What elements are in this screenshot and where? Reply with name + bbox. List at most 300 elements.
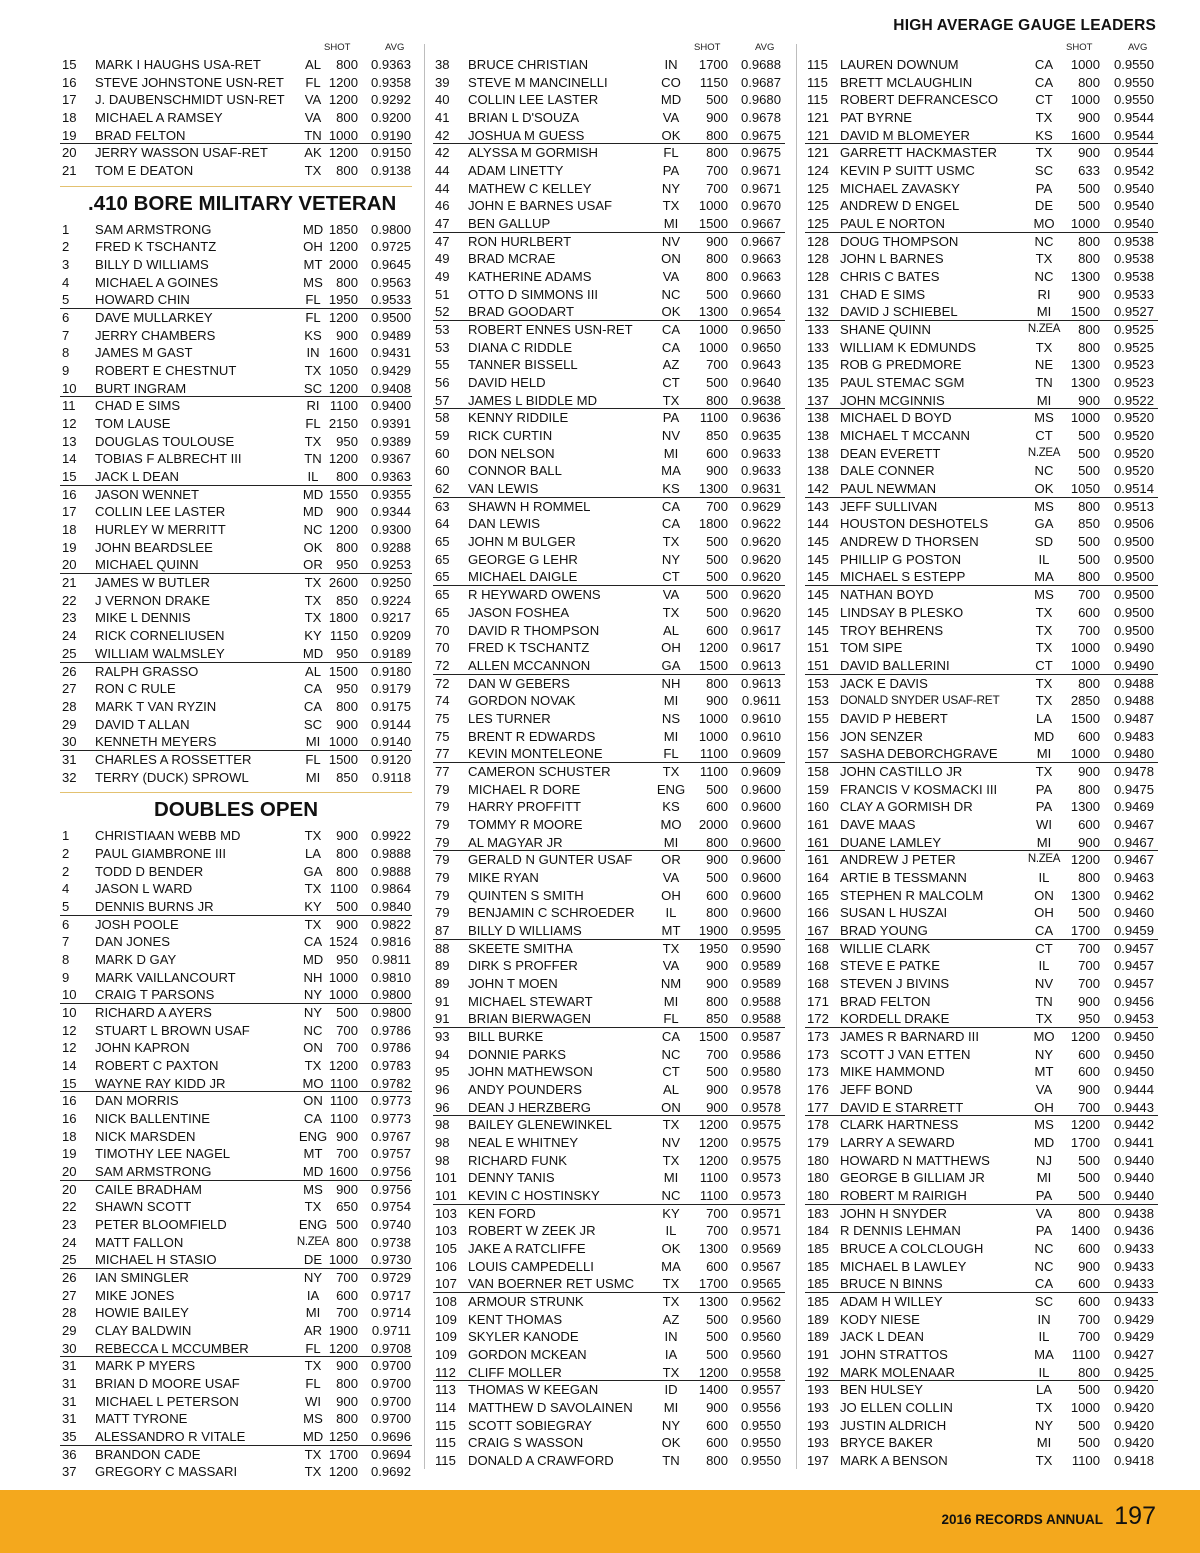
- rank-cell: 26: [62, 663, 77, 679]
- shot-cell: 800: [336, 1234, 358, 1250]
- state-cell: CT: [662, 375, 680, 391]
- name-cell: JON SENZER: [840, 728, 923, 744]
- state-cell: N.ZEA: [1027, 853, 1061, 866]
- table-row: [60, 663, 412, 681]
- name-cell: DAVE MAAS: [840, 816, 916, 832]
- avg-cell: 0.9550: [740, 1435, 781, 1451]
- avg-cell: 0.9650: [740, 339, 781, 355]
- shot-cell: 1200: [698, 1364, 728, 1380]
- avg-cell: 0.9600: [740, 834, 781, 850]
- column-header: [805, 42, 1158, 56]
- shot-cell: 600: [706, 622, 728, 638]
- table-row: [60, 344, 412, 362]
- avg-cell: 0.9179: [370, 681, 411, 697]
- state-cell: IA: [306, 1287, 320, 1303]
- name-cell: BRYCE BAKER: [840, 1435, 933, 1451]
- shot-cell: 1000: [1070, 640, 1100, 656]
- name-cell: BRUCE A COLCLOUGH: [840, 1241, 984, 1257]
- state-cell: MD: [302, 1163, 324, 1179]
- rank-cell: 20: [62, 557, 77, 573]
- avg-cell: 0.9540: [1113, 198, 1154, 214]
- avg-cell: 0.9457: [1113, 940, 1154, 956]
- avg-cell: 0.9520: [1113, 410, 1154, 426]
- table-row: [433, 1275, 785, 1293]
- avg-cell: 0.9150: [370, 145, 411, 161]
- shot-cell: 1300: [1070, 269, 1100, 285]
- shot-cell: 1900: [698, 922, 728, 938]
- state-cell: TX: [304, 916, 322, 932]
- state-cell: PA: [662, 163, 680, 179]
- table-row: [805, 1328, 1158, 1346]
- table-row: [60, 1216, 412, 1234]
- shot-cell: 700: [1078, 622, 1100, 638]
- name-cell: KORDELL DRAKE: [840, 1011, 950, 1027]
- state-cell: TN: [662, 1453, 680, 1469]
- state-cell: TX: [304, 433, 322, 449]
- shot-cell: 800: [1078, 251, 1100, 267]
- avg-cell: 0.9633: [740, 463, 781, 479]
- rank-cell: 77: [435, 763, 450, 779]
- shot-cell: 500: [1078, 1417, 1100, 1433]
- avg-cell: 0.9467: [1113, 852, 1154, 868]
- state-cell: TX: [662, 940, 680, 956]
- avg-cell: 0.9514: [1113, 481, 1154, 497]
- avg-cell: 0.9563: [370, 274, 411, 290]
- rank-cell: 193: [807, 1400, 829, 1416]
- state-cell: FL: [663, 746, 679, 762]
- state-cell: MI: [663, 693, 679, 709]
- table-row: [433, 675, 785, 693]
- state-cell: VA: [304, 92, 322, 108]
- avg-cell: 0.9645: [370, 257, 411, 273]
- state-cell: SD: [1034, 534, 1054, 550]
- table-row: [433, 1205, 785, 1223]
- shot-cell: 1200: [328, 239, 358, 255]
- name-cell: PAUL STEMAC SGM: [840, 375, 965, 391]
- avg-cell: 0.9467: [1113, 816, 1154, 832]
- table-row: [433, 356, 785, 374]
- state-cell: TX: [1035, 693, 1053, 709]
- name-cell: MICHAEL T MCCANN: [840, 428, 970, 444]
- rank-cell: 56: [435, 375, 450, 391]
- state-cell: CA: [661, 498, 681, 514]
- avg-cell: 0.9488: [1113, 675, 1154, 691]
- avg-cell: 0.9800: [370, 987, 411, 1003]
- rank-cell: 161: [807, 834, 829, 850]
- rank-cell: 5: [62, 292, 70, 308]
- shot-cell: 1950: [698, 940, 728, 956]
- shot-cell: 900: [336, 828, 358, 844]
- table-row: [805, 1346, 1158, 1364]
- rank-cell: 138: [807, 445, 829, 461]
- name-cell: MICHAEL L PETERSON: [95, 1393, 239, 1409]
- shot-cell: 900: [1078, 392, 1100, 408]
- name-cell: RALPH GRASSO: [95, 663, 199, 679]
- rank-cell: 27: [62, 681, 77, 697]
- table-row: [60, 609, 412, 627]
- name-cell: HARRY PROFFITT: [468, 799, 582, 815]
- state-cell: TX: [1035, 1011, 1053, 1027]
- name-cell: NATHAN BOYD: [840, 587, 934, 603]
- section-title: DOUBLES OPEN: [60, 792, 412, 827]
- avg-cell: 0.9550: [740, 1453, 781, 1469]
- state-cell: IN: [306, 345, 320, 361]
- state-cell: OR: [661, 852, 681, 868]
- name-cell: MATT TYRONE: [95, 1411, 188, 1427]
- state-cell: TX: [304, 575, 322, 591]
- table-row: [805, 798, 1158, 816]
- table-row: [433, 657, 785, 675]
- rank-cell: 41: [435, 110, 450, 126]
- state-cell: VA: [662, 587, 680, 603]
- avg-cell: 0.9560: [740, 1329, 781, 1345]
- name-cell: TOM LAUSE: [95, 416, 171, 432]
- table-row: [60, 539, 412, 557]
- state-cell: MO: [660, 816, 682, 832]
- avg-cell: 0.9620: [740, 604, 781, 620]
- shot-cell: 1200: [328, 1340, 358, 1356]
- name-cell: JACK L DEAN: [840, 1329, 924, 1345]
- avg-cell: 0.9180: [370, 663, 411, 679]
- shot-cell: 800: [336, 845, 358, 861]
- name-cell: JAMES R BARNARD III: [840, 1028, 979, 1044]
- state-cell: IL: [1038, 1329, 1050, 1345]
- table-row: [60, 56, 412, 74]
- shot-cell: 900: [706, 463, 728, 479]
- avg-cell: 0.9544: [1113, 110, 1154, 126]
- avg-cell: 0.9786: [370, 1040, 411, 1056]
- rank-cell: 96: [435, 1099, 450, 1115]
- rank-cell: 185: [807, 1241, 829, 1257]
- shot-cell: 900: [1078, 110, 1100, 126]
- name-cell: MICHAEL DAIGLE: [468, 569, 578, 585]
- avg-cell: 0.9609: [740, 746, 781, 762]
- rank-cell: 98: [435, 1152, 450, 1168]
- avg-cell: 0.9587: [740, 1028, 781, 1044]
- avg-cell: 0.9450: [1113, 1064, 1154, 1080]
- name-cell: MARK MOLENAAR: [840, 1364, 955, 1380]
- name-cell: PAUL E NORTON: [840, 216, 946, 232]
- avg-cell: 0.9500: [1113, 569, 1154, 585]
- avg-cell: 0.9643: [740, 357, 781, 373]
- shot-cell: 2000: [328, 257, 358, 273]
- rank-cell: 79: [435, 869, 450, 885]
- rank-cell: 31: [62, 1358, 77, 1374]
- state-cell: MI: [663, 1400, 679, 1416]
- name-cell: PAUL NEWMAN: [840, 481, 937, 497]
- avg-cell: 0.9730: [370, 1252, 411, 1268]
- table-row: [805, 922, 1158, 940]
- shot-cell: 700: [1078, 958, 1100, 974]
- shot-cell: 1000: [1070, 92, 1100, 108]
- rank-cell: 131: [807, 286, 829, 302]
- state-cell: ON: [303, 1093, 323, 1109]
- shot-cell: 700: [1078, 1311, 1100, 1327]
- avg-cell: 0.9433: [1113, 1241, 1154, 1257]
- avg-cell: 0.9224: [370, 592, 411, 608]
- table-row: [805, 1381, 1158, 1399]
- rank-cell: 89: [435, 958, 450, 974]
- name-cell: J VERNON DRAKE: [95, 592, 210, 608]
- table-row: [805, 604, 1158, 622]
- table-row: [433, 339, 785, 357]
- shot-cell: 900: [706, 958, 728, 974]
- shot-cell: 1000: [328, 987, 358, 1003]
- shot-cell: 1150: [329, 628, 358, 644]
- name-cell: ANDREW D ENGEL: [840, 198, 960, 214]
- name-cell: BILL BURKE: [468, 1028, 544, 1044]
- state-cell: NV: [661, 428, 681, 444]
- rank-cell: 112: [435, 1364, 456, 1380]
- shot-cell: 1050: [328, 363, 358, 379]
- avg-cell: 0.9800: [370, 1004, 411, 1020]
- state-cell: VA: [662, 110, 680, 126]
- state-cell: MA: [661, 463, 681, 479]
- shot-cell: 900: [1078, 763, 1100, 779]
- rank-cell: 145: [807, 551, 829, 567]
- shot-cell: 900: [336, 716, 358, 732]
- avg-cell: 0.9490: [1113, 657, 1154, 673]
- name-cell: ANDREW D THORSEN: [840, 534, 979, 550]
- avg-cell: 0.9567: [740, 1258, 781, 1274]
- avg-cell: 0.9595: [740, 922, 781, 938]
- shot-cell: 950: [336, 681, 358, 697]
- state-cell: FL: [663, 145, 679, 161]
- name-cell: NICK BALLENTINE: [95, 1110, 210, 1126]
- rank-cell: 153: [807, 675, 829, 691]
- rank-cell: 180: [807, 1152, 829, 1168]
- table-row: [805, 1169, 1158, 1187]
- shot-cell: 600: [706, 799, 728, 815]
- shot-cell: 1200: [1070, 852, 1100, 868]
- name-cell: JEFF BOND: [840, 1081, 913, 1097]
- shot-cell: 1500: [1070, 710, 1100, 726]
- shot-cell: 1500: [698, 1028, 728, 1044]
- avg-cell: 0.9622: [740, 516, 781, 532]
- rank-cell: 115: [435, 1435, 456, 1451]
- name-cell: HURLEY W MERRITT: [95, 522, 226, 538]
- rank-cell: 109: [435, 1329, 457, 1345]
- rank-cell: 4: [62, 881, 70, 897]
- avg-cell: 0.9525: [1113, 339, 1154, 355]
- state-cell: IN: [664, 1329, 678, 1345]
- rank-cell: 72: [435, 657, 450, 673]
- name-cell: GREGORY C MASSARI: [95, 1464, 238, 1480]
- avg-cell: 0.9442: [1113, 1117, 1154, 1133]
- avg-cell: 0.9138: [370, 163, 411, 179]
- rank-cell: 23: [62, 610, 77, 626]
- state-cell: MD: [302, 486, 324, 502]
- table-row: [60, 1251, 412, 1269]
- shot-cell: 800: [336, 110, 358, 126]
- avg-cell: 0.9483: [1113, 728, 1154, 744]
- avg-cell: 0.9344: [370, 504, 411, 520]
- avg-cell: 0.9633: [740, 445, 781, 461]
- shot-header: SHOT: [694, 42, 721, 53]
- shot-cell: 1100: [1071, 1347, 1100, 1363]
- state-cell: MD: [660, 92, 682, 108]
- avg-cell: 0.9217: [370, 610, 411, 626]
- table-row: [60, 291, 412, 309]
- avg-cell: 0.9523: [1113, 357, 1154, 373]
- table-row: [433, 409, 785, 427]
- shot-cell: 800: [706, 392, 728, 408]
- avg-cell: 0.9140: [370, 734, 411, 750]
- avg-cell: 0.9550: [1113, 57, 1154, 72]
- avg-cell: 0.9558: [740, 1364, 781, 1380]
- avg-cell: 0.9671: [740, 180, 781, 196]
- state-cell: TX: [304, 881, 322, 897]
- shot-cell: 1100: [699, 1188, 728, 1203]
- name-cell: PETER BLOOMFIELD: [95, 1216, 227, 1232]
- avg-cell: 0.9636: [740, 410, 781, 426]
- shot-cell: 800: [336, 1376, 358, 1392]
- state-cell: CT: [1035, 92, 1053, 108]
- shot-cell: 500: [1078, 445, 1100, 461]
- rank-cell: 142: [807, 481, 829, 497]
- shot-cell: 1200: [1070, 1028, 1100, 1044]
- name-cell: VAN LEWIS: [468, 481, 539, 497]
- state-cell: TN: [304, 127, 322, 143]
- rank-cell: 133: [807, 322, 829, 338]
- state-cell: MS: [1034, 1117, 1054, 1133]
- rank-cell: 19: [62, 1146, 77, 1162]
- shot-cell: 1800: [698, 516, 728, 532]
- rank-cell: 12: [62, 416, 77, 432]
- table-row: [60, 521, 412, 539]
- name-cell: DAVE MULLARKEY: [95, 310, 213, 326]
- table-row: [60, 951, 412, 969]
- avg-cell: 0.9740: [370, 1216, 411, 1232]
- rank-cell: 145: [807, 587, 829, 603]
- state-cell: IL: [307, 469, 319, 485]
- avg-cell: 0.9453: [1113, 1011, 1154, 1027]
- rank-cell: 125: [807, 198, 829, 214]
- name-cell: DONALD A CRAWFORD: [468, 1453, 614, 1469]
- table-row: [805, 321, 1158, 339]
- table-row: [805, 763, 1158, 781]
- state-cell: MO: [1033, 216, 1055, 232]
- name-cell: BRUCE CHRISTIAN: [468, 57, 589, 72]
- rank-cell: 103: [435, 1223, 457, 1239]
- avg-cell: 0.9520: [1113, 428, 1154, 444]
- shot-cell: 800: [336, 863, 358, 879]
- name-cell: KENNETH MEYERS: [95, 734, 217, 750]
- avg-cell: 0.9573: [740, 1188, 781, 1203]
- rank-cell: 8: [62, 951, 70, 967]
- rank-cell: 115: [435, 1453, 456, 1469]
- state-cell: PA: [662, 410, 680, 426]
- rank-cell: 180: [807, 1170, 829, 1186]
- shot-cell: 1500: [328, 663, 358, 679]
- avg-cell: 0.9533: [370, 292, 411, 308]
- rank-cell: 128: [807, 251, 829, 267]
- shot-cell: 500: [706, 1064, 728, 1080]
- avg-cell: 0.9700: [370, 1393, 411, 1409]
- shot-cell: 1200: [698, 640, 728, 656]
- avg-cell: 0.9667: [740, 216, 781, 232]
- name-cell: AL MAGYAR JR: [468, 834, 563, 850]
- state-cell: MD: [302, 645, 324, 661]
- shot-cell: 800: [336, 163, 358, 179]
- table-row: [60, 468, 412, 486]
- name-cell: NEAL E WHITNEY: [468, 1134, 579, 1150]
- shot-cell: 1100: [329, 881, 358, 897]
- shot-cell: 1200: [328, 310, 358, 326]
- rank-cell: 62: [435, 481, 450, 497]
- table-row: [60, 486, 412, 504]
- name-cell: DUANE LAMLEY: [840, 834, 942, 850]
- avg-cell: 0.9520: [1113, 445, 1154, 461]
- shot-cell: 500: [1078, 180, 1100, 196]
- state-cell: MI: [1036, 1435, 1052, 1451]
- shot-cell: 1200: [698, 1134, 728, 1150]
- name-cell: DAVID J SCHIEBEL: [840, 304, 958, 320]
- state-cell: SC: [1034, 1294, 1054, 1310]
- state-cell: DE: [303, 1252, 323, 1268]
- table-row: [433, 250, 785, 268]
- rank-cell: 143: [807, 498, 829, 514]
- rank-cell: 1: [62, 828, 70, 844]
- state-cell: ID: [664, 1382, 678, 1398]
- avg-cell: 0.9550: [1113, 92, 1154, 108]
- shot-cell: 1400: [698, 1382, 728, 1398]
- rank-cell: 60: [435, 463, 450, 479]
- table-row: [433, 515, 785, 533]
- name-cell: KATHERINE ADAMS: [468, 269, 592, 285]
- shot-cell: 600: [706, 445, 728, 461]
- state-cell: KS: [662, 799, 680, 815]
- state-cell: TX: [304, 592, 322, 608]
- state-cell: OK: [661, 1435, 681, 1451]
- shot-cell: 2850: [1070, 693, 1100, 709]
- avg-cell: 0.9467: [1113, 834, 1154, 850]
- table-row: [60, 986, 412, 1004]
- avg-cell: 0.9629: [740, 498, 781, 514]
- shot-cell: 900: [336, 916, 358, 932]
- avg-cell: 0.9589: [740, 975, 781, 991]
- rank-cell: 96: [435, 1081, 450, 1097]
- shot-cell: 900: [706, 693, 728, 709]
- shot-cell: 900: [1078, 993, 1100, 1009]
- name-cell: BRAD MCRAE: [468, 251, 556, 267]
- table-row: [805, 781, 1158, 799]
- name-cell: TERRY (DUCK) SPROWL: [95, 769, 249, 785]
- avg-cell: 0.9575: [740, 1117, 781, 1133]
- shot-cell: 500: [1078, 463, 1100, 479]
- state-cell: IL: [665, 1223, 677, 1239]
- shot-cell: 1000: [1070, 746, 1100, 762]
- table-row: [433, 1169, 785, 1187]
- avg-cell: 0.9687: [740, 74, 781, 90]
- shot-cell: 900: [336, 1358, 358, 1374]
- table-row: [805, 56, 1158, 74]
- name-cell: JACK E DAVIS: [840, 675, 928, 691]
- avg-cell: 0.9431: [370, 345, 411, 361]
- table-row: [60, 1039, 412, 1057]
- state-cell: MT: [1034, 1064, 1054, 1080]
- name-cell: BRIAN BIERWAGEN: [468, 1011, 591, 1027]
- avg-header: AVG: [755, 42, 775, 53]
- avg-cell: 0.9816: [370, 934, 411, 950]
- state-cell: MI: [663, 445, 679, 461]
- rank-cell: 18: [62, 522, 77, 538]
- rank-cell: 79: [435, 887, 450, 903]
- table-row: [433, 233, 785, 251]
- avg-cell: 0.9500: [1113, 534, 1154, 550]
- name-cell: CHAD E SIMS: [95, 398, 181, 414]
- avg-cell: 0.9436: [1113, 1223, 1154, 1239]
